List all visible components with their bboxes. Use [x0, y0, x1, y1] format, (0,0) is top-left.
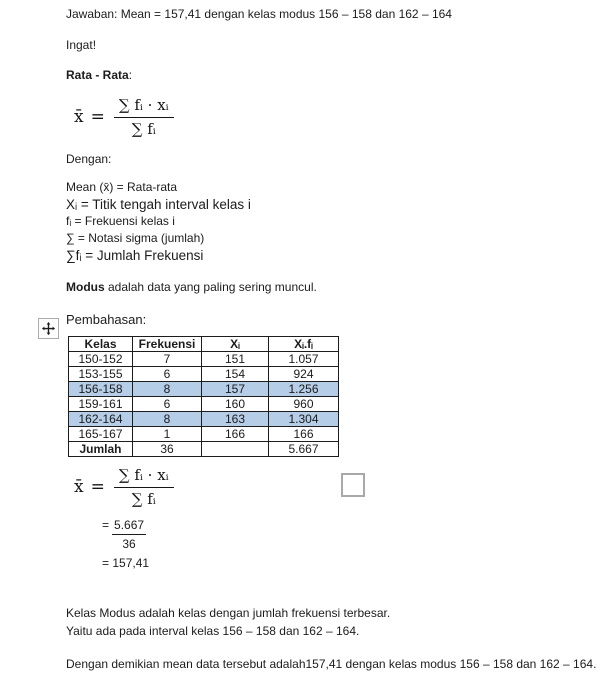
cell-xifi: 924: [269, 367, 339, 382]
formula-numerator: ∑ fᵢ · xᵢ: [114, 95, 174, 118]
cell-xi-total: [202, 442, 269, 457]
rata-rata-colon: :: [128, 68, 133, 82]
table-row: [69, 352, 339, 367]
calc-numerator: 5.667: [112, 518, 146, 535]
cell-frekuensi: 6: [133, 367, 202, 382]
rata-rata-label: Rata - Rata: [66, 68, 129, 82]
closing-line-2: Yaitu ada pada interval kelas 156 – 158 dan 162 – 164.: [66, 623, 360, 638]
answer-line: Jawaban: Mean = 157,41 dengan kelas modus 156 – 158 dan 162 – 164: [66, 7, 452, 21]
formula-denominator: ∑ fᵢ: [131, 120, 156, 138]
table-row-modus-class: [69, 412, 339, 427]
formula-fraction: [114, 465, 174, 508]
formula-numerator: ∑ fᵢ · xᵢ: [114, 465, 174, 488]
cell-xi: 154: [202, 367, 269, 382]
modus-rest: adalah data yang paling sering muncul.: [104, 280, 317, 294]
definition-sigma: ∑ = Notasi sigma (jumlah): [66, 231, 205, 245]
calculation-fraction: [102, 518, 608, 551]
cell-xi: 163: [202, 412, 269, 427]
formula-equals: =: [90, 106, 105, 127]
frequency-table: [68, 336, 339, 457]
cell-frekuensi: 6: [133, 397, 202, 412]
move-arrows-icon: [41, 321, 56, 336]
cell-kelas: 165-167: [69, 427, 133, 442]
closing-block: [66, 605, 608, 674]
cell-frekuensi: 1: [133, 427, 202, 442]
dengan-label: Dengan:: [66, 152, 112, 166]
cell-xifi-total: 5.667: [269, 442, 339, 457]
formula-fraction: [114, 95, 174, 138]
header-kelas: Kelas: [69, 337, 133, 352]
formula-denominator: ∑ fᵢ: [131, 490, 156, 508]
closing-line-1: Kelas Modus adalah kelas dengan jumlah frekuensi terbesar.: [66, 606, 391, 620]
cell-frekuensi: 8: [133, 382, 202, 397]
table-row-modus-class: [69, 382, 339, 397]
modus-label: Modus: [66, 280, 105, 294]
cell-xifi: 960: [269, 397, 339, 412]
table-row: [69, 397, 339, 412]
cell-kelas-total: Jumlah: [69, 442, 133, 457]
cell-xi: 166: [202, 427, 269, 442]
mean-formula: [74, 95, 608, 138]
cell-frekuensi-total: 36: [133, 442, 202, 457]
calc-result: = 157,41: [102, 556, 150, 570]
header-xi: Xᵢ: [202, 337, 269, 352]
definition-mean: Mean (x̄) = Rata-rata: [66, 180, 178, 194]
table-row-total: [69, 442, 339, 457]
formula-xbar: x̄: [74, 106, 84, 127]
calc-denominator: 36: [122, 537, 136, 551]
table-resize-handle[interactable]: [341, 473, 365, 497]
closing-line-3: Dengan demikian mean data tersebut adalah157,41 dengan kelas modus 156 – 158 dan 162 – 164.: [66, 657, 597, 671]
cell-xi: 157: [202, 382, 269, 397]
cell-frekuensi: 8: [133, 412, 202, 427]
cell-xifi: 1.057: [269, 352, 339, 367]
table-row: [69, 367, 339, 382]
formula-xbar: x̄: [74, 476, 84, 497]
cell-xifi: 166: [269, 427, 339, 442]
calc-equals: =: [102, 518, 110, 532]
definition-fi: fᵢ = Frekuensi kelas i: [66, 214, 175, 228]
cell-kelas: 150-152: [69, 352, 133, 367]
calculation-block: [102, 518, 608, 571]
cell-xi: 160: [202, 397, 269, 412]
pembahasan-label: Pembahasan:: [66, 312, 147, 327]
cell-kelas: 156-158: [69, 382, 133, 397]
table-move-handle[interactable]: [38, 318, 59, 339]
modus-line: [66, 280, 608, 295]
table-header-row: [69, 337, 339, 352]
cell-kelas: 153-155: [69, 367, 133, 382]
cell-xifi: 1.304: [269, 412, 339, 427]
table-row: [69, 427, 339, 442]
formula-equals: =: [90, 476, 105, 497]
reminder-line: Ingat!: [66, 38, 97, 52]
cell-frekuensi: 7: [133, 352, 202, 367]
header-frekuensi: Frekuensi: [133, 337, 202, 352]
rata-rata-heading: [66, 68, 608, 83]
definitions-list: [66, 179, 608, 264]
header-xifi: Xᵢ.fᵢ: [269, 337, 339, 352]
cell-xi: 151: [202, 352, 269, 367]
definition-sigma-fi: ∑fᵢ = Jumlah Frekuensi: [66, 248, 204, 263]
cell-xifi: 1.256: [269, 382, 339, 397]
cell-kelas: 159-161: [69, 397, 133, 412]
cell-kelas: 162-164: [69, 412, 133, 427]
definition-xi: Xᵢ = Titik tengah interval kelas i: [66, 197, 251, 212]
